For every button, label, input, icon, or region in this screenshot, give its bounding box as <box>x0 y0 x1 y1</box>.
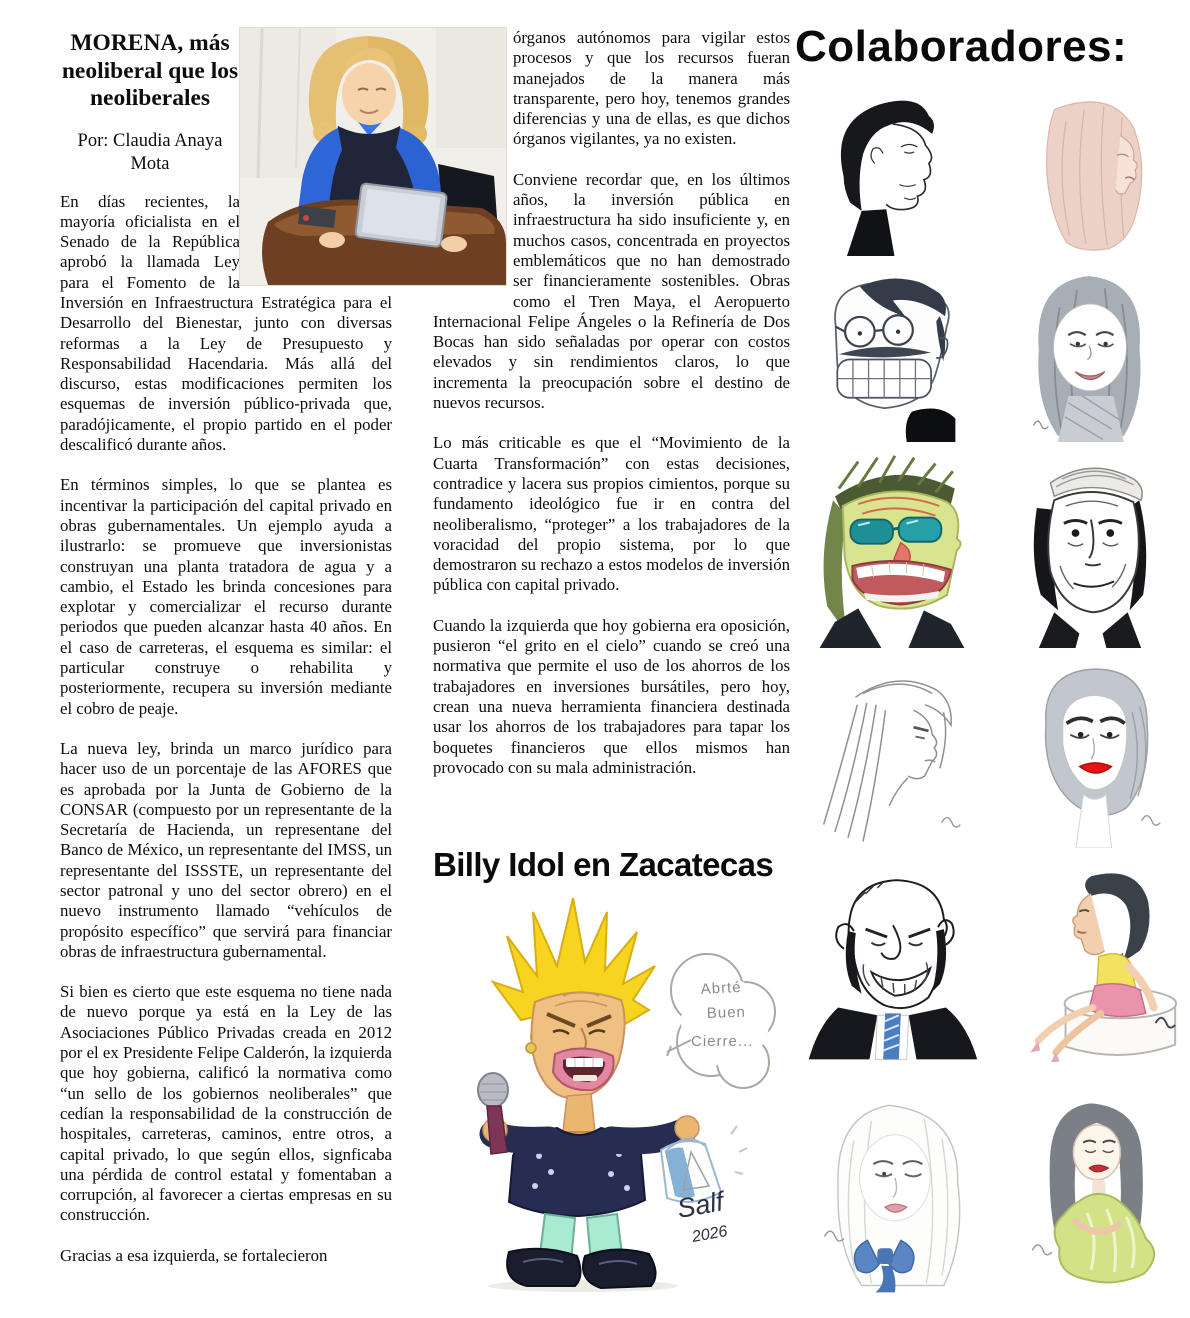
woman-long-pink-hair-sketch <box>997 88 1183 256</box>
portrait-cell <box>793 84 991 260</box>
speech-bubble-line: Abrté <box>700 978 743 998</box>
man-profile-ink-sketch <box>799 88 985 256</box>
speech-bubble-line: Buen <box>706 1003 747 1022</box>
speech-bubble-line: Cierre... <box>691 1033 754 1050</box>
artist-signature-year: 2026 <box>690 1223 729 1246</box>
portrait-cell <box>991 446 1189 652</box>
collaborators-heading: Colaboradores: <box>795 22 1128 71</box>
older-man-ink-sketch <box>997 450 1183 648</box>
article-paragraph: Gracias a esa izquierda, se fortalecieron <box>60 1245 328 1265</box>
woman-green-dress-sketch <box>997 1070 1183 1314</box>
article-title: MORENA, más neoliberal que los neoliberales <box>61 30 239 111</box>
article-paragraph: Si bien es cierto que este esquema no tiene nada de nuevo porque ya está en la Ley de las Asociaciones Público Privadas creada en 2012 por el ex Presidente Felipe Calderón, la izquierda que hoy gobierna, calificó la normativa como “un sello de los gobiernos neoliberales” que cedían la responsabilidad de la construcción de hospitales, carreteras, caminos, entre otros, a capital privado, lo que según ellos, signficaba una pérdida de control estatal y fomentaban a corrupción, al favorecer a ciertas empresas en su construcción. <box>60 982 392 1225</box>
portrait-cell <box>793 652 991 852</box>
cartoon-headline: Billy Idol en Zacatecas <box>433 846 774 883</box>
portrait-cell <box>991 84 1189 260</box>
portrait-cell <box>793 1066 991 1318</box>
cartoon-figure <box>443 890 793 1300</box>
portrait-cell <box>793 260 991 446</box>
collaborators-grid <box>793 84 1190 1318</box>
article-paragraph: La nueva ley, brinda un marco jurídico para hacer uso de un porcentaje de las AFORES que es aprobada por la Junta de Gobierno de la CONSAR (compuesto por un representante de la Secretaría de Hacienda, un representane del Banco de México, un representante del IMSS, un representante del ISSSTE, un representante del sector patronal y uno del sector obrero) en el nuevo instrumento llamado “vehículos de propósito específico” que servirá para financiar obras de infraestructura gubernamental. <box>60 738 392 961</box>
artist-signature: Salf <box>674 1186 726 1224</box>
article-middle-column <box>433 28 790 846</box>
article-paragraph: En días recientes, la mayoría oficialista en el Senado de la República aprobó la llamada Ley para el Fomento de la Inversión en Infraestructura Estratégica para el Desarrollo del Bienestar, junto con diversas reformas a la Ley de Presupuesto y Responsabilidad Hacendaria. Más allá del discurso, estas modificaciones permiten los esquemas de inversión público-privada que, paradójicamente, el propio partido en el poder descalificó durante años. <box>60 191 392 455</box>
article-paragraph: Lo más criticable es que el “Movimiento de la Cuarta Transformación” con estas decisiones, contradice y lacera sus propios cimientos, porque su fundamento ideológico fue ir en contra del neoliberalismo, “proteger” a los trabajadores de la voracidad del propio sistema, por lo que demostraron su rechazo a estos modelos de inversión pública con capital privado. <box>433 433 790 595</box>
woman-bob-red-lips-sketch <box>997 656 1183 848</box>
colorful-face-sunglasses-caricature <box>799 450 985 648</box>
portrait-cell <box>991 852 1189 1066</box>
portrait-cell <box>991 652 1189 852</box>
billy-idol-caricature <box>443 890 793 1295</box>
article-paragraph: Conviene recordar que, en los últimos años, la inversión pública en infraestructura ha sido insuficiente y, en muchos casos, concentrada en proyectos emblemáticos que no han demostrado ser financieramente sostenibles. Obras como el Tren Maya, el Aeropuerto Internacional Felipe Ángeles o la Refinería de Dos Bocas han sido señaladas por operar con costos elevados y sin rendimientos claros, lo que incrementa la preocupación sobre el destino de nuevos recursos. <box>433 169 790 413</box>
balding-man-blue-tie-sketch <box>799 856 985 1062</box>
woman-on-pedestal-sketch <box>997 856 1183 1062</box>
speech-bubble <box>667 954 775 1088</box>
article-paragraph: Cuando la izquierda que hoy gobierna era oposición, pusieron “el grito en el cielo” cuando se creó una normativa que permite el uso de los ahorros de los trabajadores en inversiones bursátiles, pero hoy, crean una nueva herramienta financiera destinada usar los ahorros de los trabajadores para tapar los boquetes financieros que ellos mismos han provocado con su mala administración. <box>433 615 790 777</box>
woman-dark-hair-smile-sketch <box>997 264 1183 442</box>
portrait-cell <box>793 852 991 1066</box>
article-byline: Por: Claudia Anaya Mota <box>77 130 223 174</box>
portrait-cell <box>991 1066 1189 1318</box>
woman-profile-pencil-sketch <box>799 656 985 848</box>
portrait-cell <box>793 446 991 652</box>
article-paragraph: órganos autónomos para vigilar estos procesos y que los recursos fueran manejados de la manera más transparente, pero hoy, tenemos grandes diferencias y una de ellas, es que dichos órganos vigilantes, ya no existen. <box>513 28 790 149</box>
woman-light-hair-blue-bow-sketch <box>799 1070 985 1314</box>
article-paragraph: En términos simples, lo que se plantea es incentivar la participación del capital privado en obras gubernamentales. Un ejemplo ayuda a ilustrarlo: se promueve que inversionistas construyan una planta tratadora de agua y a cambio, el Estado les brinda concesiones para explotar y comercializar el recurso durante periodos que pueden alcanzar hasta 40 años. En el caso de carreteras, el esquema es similar: el particular construye o rehabilita y posteriormente, recupera su inversión mediante el cobro de peaje. <box>60 475 392 718</box>
man-glasses-mustache-grin-sketch <box>799 264 985 442</box>
portrait-cell <box>991 260 1189 446</box>
